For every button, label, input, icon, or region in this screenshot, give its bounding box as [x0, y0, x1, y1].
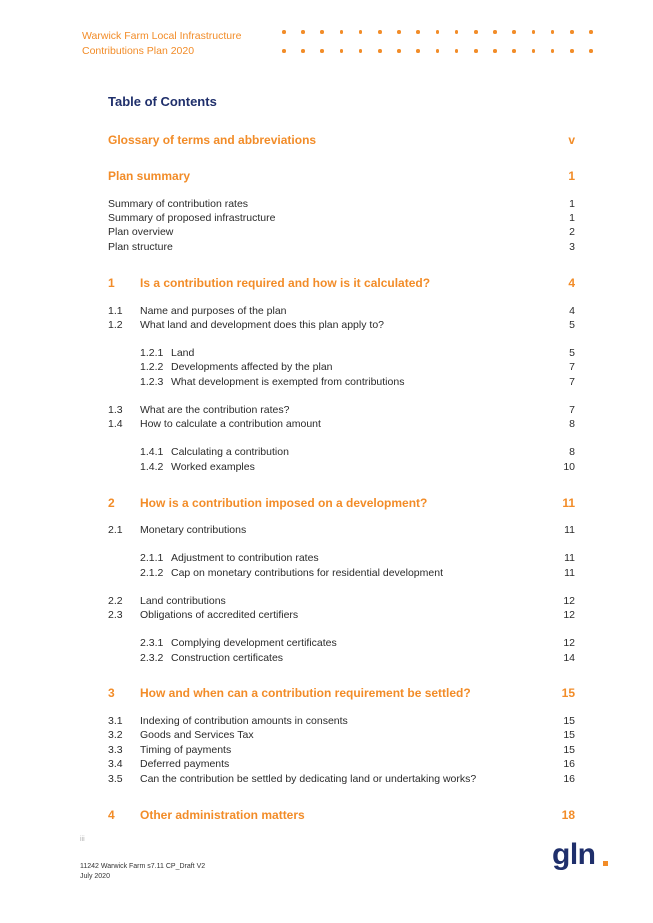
- header-dot: [493, 49, 497, 53]
- header-dot: [282, 49, 286, 53]
- toc-entry-text: Plan summary: [108, 169, 191, 183]
- toc-entry-page: 3: [569, 241, 575, 253]
- header-dot: [512, 49, 516, 53]
- toc-entry-page: 11: [564, 552, 575, 564]
- toc-entry-page: 15: [563, 744, 575, 756]
- toc-entry-page: 12: [563, 595, 575, 607]
- header-dot: [397, 49, 401, 53]
- toc-entry-number: 2.3: [108, 609, 123, 621]
- header-dot: [589, 49, 593, 53]
- toc-entry-text: Is a contribution required and how is it calculated?: [140, 276, 431, 290]
- header-title: [82, 29, 241, 59]
- toc-entry-number: 1.2.1: [140, 347, 164, 359]
- toc-entry-number: 3.5: [108, 773, 123, 785]
- header-dot: [416, 30, 420, 34]
- toc-entry-text: Deferred payments: [140, 758, 230, 770]
- toc-entry-text: Summary of contribution rates: [108, 198, 249, 210]
- toc-entry-page: 18: [561, 808, 575, 822]
- toc-entry-text: Timing of payments: [140, 744, 232, 756]
- toc-entry-page: 16: [563, 758, 575, 770]
- toc-entry-number: 3.2: [108, 729, 123, 741]
- toc-entry-text: Obligations of accredited certifiers: [140, 609, 299, 621]
- toc-entry-page: 15: [561, 686, 575, 700]
- toc-entry-text: Can the contribution be settled by dedicating land or undertaking works?: [140, 773, 477, 785]
- toc-entry-number: 2.1: [108, 524, 123, 536]
- toc-entry-number: 3.4: [108, 758, 123, 770]
- toc-entry-page: 4: [569, 305, 575, 317]
- toc-entry-page: 1: [569, 198, 575, 210]
- toc-entry-number: 1: [108, 276, 115, 290]
- toc-entry-number: 1.2.2: [140, 361, 164, 373]
- toc-entry-page: 4: [568, 276, 575, 290]
- toc-entry-page: 5: [569, 319, 575, 331]
- toc-entry-text: Other administration matters: [140, 808, 305, 822]
- toc-entry-text: How is a contribution imposed on a development?: [140, 496, 428, 510]
- header-dot: [474, 49, 478, 53]
- toc-entry-text: What are the contribution rates?: [140, 404, 290, 416]
- toc-entry-text: Summary of proposed infrastructure: [108, 212, 276, 224]
- toc-title: Table of Contents: [108, 94, 217, 109]
- header-dot: [320, 30, 324, 34]
- toc-entry-page: 8: [569, 446, 575, 458]
- toc-entry-number: 1.4: [108, 418, 123, 430]
- header-dot: [301, 30, 305, 34]
- header-dot: [340, 49, 344, 53]
- header-dot: [455, 49, 459, 53]
- header-dot: [532, 49, 536, 53]
- toc-entry-page: 7: [569, 376, 575, 388]
- header-dot: [340, 30, 344, 34]
- header-dot: [416, 49, 420, 53]
- header-dot: [320, 49, 324, 53]
- toc-entry-text: Adjustment to contribution rates: [171, 552, 319, 564]
- header-dot: [474, 30, 478, 34]
- toc-entry-text: Land contributions: [140, 595, 226, 607]
- header-dots-row-1: [278, 30, 608, 36]
- toc-entry-text: Indexing of contribution amounts in consents: [140, 715, 348, 727]
- toc-entry-text: Monetary contributions: [140, 524, 247, 536]
- header-dot: [532, 30, 536, 34]
- toc-entry-text: Land: [171, 347, 195, 359]
- header-dot: [436, 49, 440, 53]
- gln-logo-dot: [603, 861, 608, 866]
- toc-entry-page: 7: [569, 404, 575, 416]
- header-dot: [589, 30, 593, 34]
- toc-entry-page: 5: [569, 347, 575, 359]
- toc-entry-page: 11: [562, 496, 575, 510]
- toc-entry-text: How and when can a contribution requirement be settled?: [140, 686, 471, 700]
- toc-entry-number: 1.2.3: [140, 376, 164, 388]
- toc-entry-text: What land and development does this plan apply to?: [140, 319, 384, 331]
- header-dot: [301, 49, 305, 53]
- toc-entry-page: 10: [563, 461, 575, 473]
- toc-entry-text: Complying development certificates: [171, 637, 337, 649]
- toc-entry-page: 11: [564, 524, 575, 536]
- toc-entry-text: Cap on monetary contributions for residential development: [171, 567, 443, 579]
- toc-entry-page: 1: [569, 212, 575, 224]
- toc-entry-number: 3: [108, 686, 115, 700]
- toc-entry-text: Goods and Services Tax: [140, 729, 254, 741]
- toc-entry-page: 12: [563, 637, 575, 649]
- header-dot: [359, 49, 363, 53]
- footer-doc-line1: 11242 Warwick Farm s7.11 CP_Draft V2: [80, 863, 206, 870]
- header-dot: [570, 30, 574, 34]
- footer-page-number: iii: [80, 836, 85, 843]
- toc-entry-page: 16: [563, 773, 575, 785]
- toc-entry-page: 1: [568, 169, 575, 183]
- toc-entry-page: 12: [563, 609, 575, 621]
- header-dot: [512, 30, 516, 34]
- toc-entry-number: 4: [108, 808, 115, 822]
- toc-entry-page: 15: [563, 715, 575, 727]
- toc-entry-page: 11: [564, 567, 575, 579]
- header-title-line2: Contributions Plan 2020: [82, 45, 195, 57]
- toc-entry-page: 2: [569, 226, 575, 238]
- footer-doc-line2: July 2020: [80, 873, 110, 880]
- header-dot: [570, 49, 574, 53]
- toc-entry-number: 1.3: [108, 404, 123, 416]
- toc-entry-number: 3.1: [108, 715, 123, 727]
- toc-entry-number: 2.2: [108, 595, 123, 607]
- header-dot: [455, 30, 459, 34]
- header-title-line1: Warwick Farm Local Infrastructure: [82, 30, 242, 42]
- toc-entry-text: Construction certificates: [171, 652, 284, 664]
- header-dot: [551, 30, 555, 34]
- header-dot: [493, 30, 497, 34]
- toc-entry-number: 2.1.1: [140, 552, 164, 564]
- toc-entry-number: 1.4.2: [140, 461, 164, 473]
- header-dot: [551, 49, 555, 53]
- toc-entry-text: Plan overview: [108, 226, 174, 238]
- toc-entry-number: 1.2: [108, 319, 123, 331]
- toc-entry-page: 7: [569, 361, 575, 373]
- toc-entry-page: 8: [569, 418, 575, 430]
- header-dot: [436, 30, 440, 34]
- header-dot: [359, 30, 363, 34]
- toc-entry-text: What development is exempted from contributions: [171, 376, 405, 388]
- toc-entry-text: Worked examples: [171, 461, 255, 473]
- header-dot: [282, 30, 286, 34]
- toc-entry-number: 2.3.2: [140, 652, 164, 664]
- gln-logo: gln: [552, 838, 596, 871]
- toc-entry-page: 15: [563, 729, 575, 741]
- toc-entry-number: 1.4.1: [140, 446, 164, 458]
- toc-entry-text: Glossary of terms and abbreviations: [108, 133, 317, 147]
- toc-entry-page: 14: [563, 652, 575, 664]
- toc-entry-text: Calculating a contribution: [171, 446, 289, 458]
- toc-entry-page: v: [568, 133, 575, 147]
- toc-entry-text: Plan structure: [108, 241, 173, 253]
- toc-entry-text: How to calculate a contribution amount: [140, 418, 321, 430]
- toc-entry-number: 2.3.1: [140, 637, 164, 649]
- toc-entry-text: Developments affected by the plan: [171, 361, 333, 373]
- toc-entry-number: 1.1: [108, 305, 123, 317]
- toc-entry-text: Name and purposes of the plan: [140, 305, 287, 317]
- toc-entry-number: 3.3: [108, 744, 123, 756]
- header-dot: [378, 49, 382, 53]
- header-dots-row-2: [278, 49, 608, 55]
- toc-entry-number: 2: [108, 496, 115, 510]
- header-dot: [397, 30, 401, 34]
- footer-doc-info: [80, 862, 205, 882]
- header-dot: [378, 30, 382, 34]
- toc-entry-number: 2.1.2: [140, 567, 164, 579]
